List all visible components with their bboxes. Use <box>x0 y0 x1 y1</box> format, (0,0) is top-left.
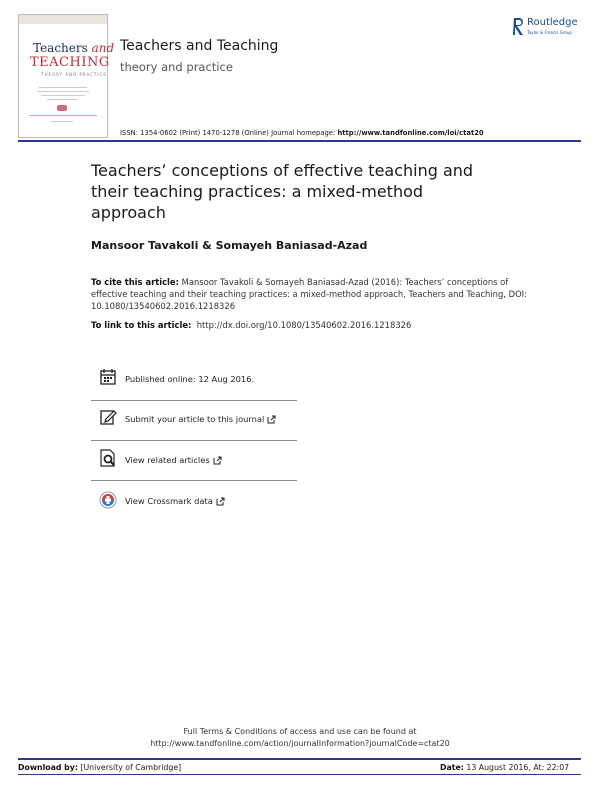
submit-article-link[interactable] <box>125 414 276 424</box>
related-articles-label: View related articles <box>125 455 210 465</box>
related-articles-link[interactable] <box>125 455 222 465</box>
cover-text-line <box>39 87 87 88</box>
article-link-line <box>91 320 411 330</box>
cover-header-band <box>19 15 107 24</box>
cover-rule <box>29 115 97 116</box>
article-title: Teachers’ conceptions of effective teaching and their teaching practices: a mixed-method approach <box>91 161 474 222</box>
published-online-text: Published online: 12 Aug 2016. <box>125 374 255 384</box>
crossmark-label: View Crossmark data <box>125 496 213 506</box>
publisher-logo[interactable] <box>512 17 588 39</box>
link-label: To link to this article: <box>91 320 192 330</box>
article-authors: Mansoor Tavakoli & Somayeh Baniasad-Azad <box>91 239 368 252</box>
issn-line <box>120 129 484 137</box>
issn-text: ISSN: 1354-0602 (Print) 1470-1278 (Online) Journal homepage: <box>120 129 338 137</box>
publisher-name: Routledge <box>527 17 578 28</box>
citation-block <box>91 276 531 312</box>
cover-text-line <box>51 121 73 122</box>
cover-text-line <box>47 99 77 100</box>
terms-line1: Full Terms & Conditions of access and use can be found at <box>183 727 417 736</box>
terms-conditions <box>0 726 600 750</box>
article-doi-url[interactable]: http://dx.doi.org/10.1080/13540602.2016.1218326 <box>196 320 412 330</box>
row-divider <box>91 400 297 401</box>
journal-cover-image <box>18 14 115 138</box>
downloaded-by-label: Download by: <box>18 763 78 772</box>
download-date <box>440 763 569 772</box>
download-date-value: 13 August 2016, At: 22:07 <box>463 763 570 772</box>
related-articles-icon <box>99 449 117 467</box>
external-link-icon <box>213 456 222 465</box>
external-link-icon <box>216 497 225 506</box>
cover-title-line2: TEACHING <box>30 55 110 70</box>
cover-title-line1: Teachers and <box>33 41 115 55</box>
footer-divider <box>18 758 581 760</box>
cover-text-line <box>41 95 85 96</box>
edit-icon <box>99 408 117 426</box>
crossmark-link[interactable] <box>125 496 225 506</box>
journal-title[interactable]: Teachers and Teaching <box>120 38 279 54</box>
publisher-subname: Taylor & Francis Group <box>527 30 572 35</box>
citation-doi-link[interactable]: 10.1080/13540602.2016.1218326 <box>91 301 236 311</box>
cover-text-line <box>37 91 89 92</box>
downloaded-by-value: [University of Cambridge] <box>77 763 182 772</box>
download-date-label: Date: <box>440 763 464 772</box>
journal-subtitle: theory and practice <box>120 60 233 74</box>
downloaded-by <box>18 763 181 772</box>
citation-text: Mansoor Tavakoli & Somayeh Baniasad-Azad (2016): Teachers’ conceptions of effective teaching and their teaching practices: a mixed-method approach, Teachers and Teaching, DOI: <box>91 277 527 299</box>
submit-article-label: Submit your article to this journal <box>125 414 265 424</box>
citation-label: To cite this article: <box>91 277 179 287</box>
routledge-r-icon <box>512 17 525 36</box>
external-link-icon <box>267 415 276 424</box>
footer-bottom-divider <box>18 774 581 775</box>
crossmark-icon <box>99 491 117 509</box>
row-divider <box>91 480 297 481</box>
cover-publisher-mark <box>57 105 67 111</box>
header-divider <box>18 140 581 142</box>
row-divider <box>91 440 297 441</box>
journal-homepage-link[interactable]: http://www.tandfonline.com/loi/ctat20 <box>337 129 484 137</box>
terms-url-link[interactable]: http://www.tandfonline.com/action/journalInformation?journalCode=ctat20 <box>150 739 450 748</box>
calendar-icon <box>99 368 117 386</box>
cover-title-line3: THEORY AND PRACTICE <box>41 72 107 77</box>
